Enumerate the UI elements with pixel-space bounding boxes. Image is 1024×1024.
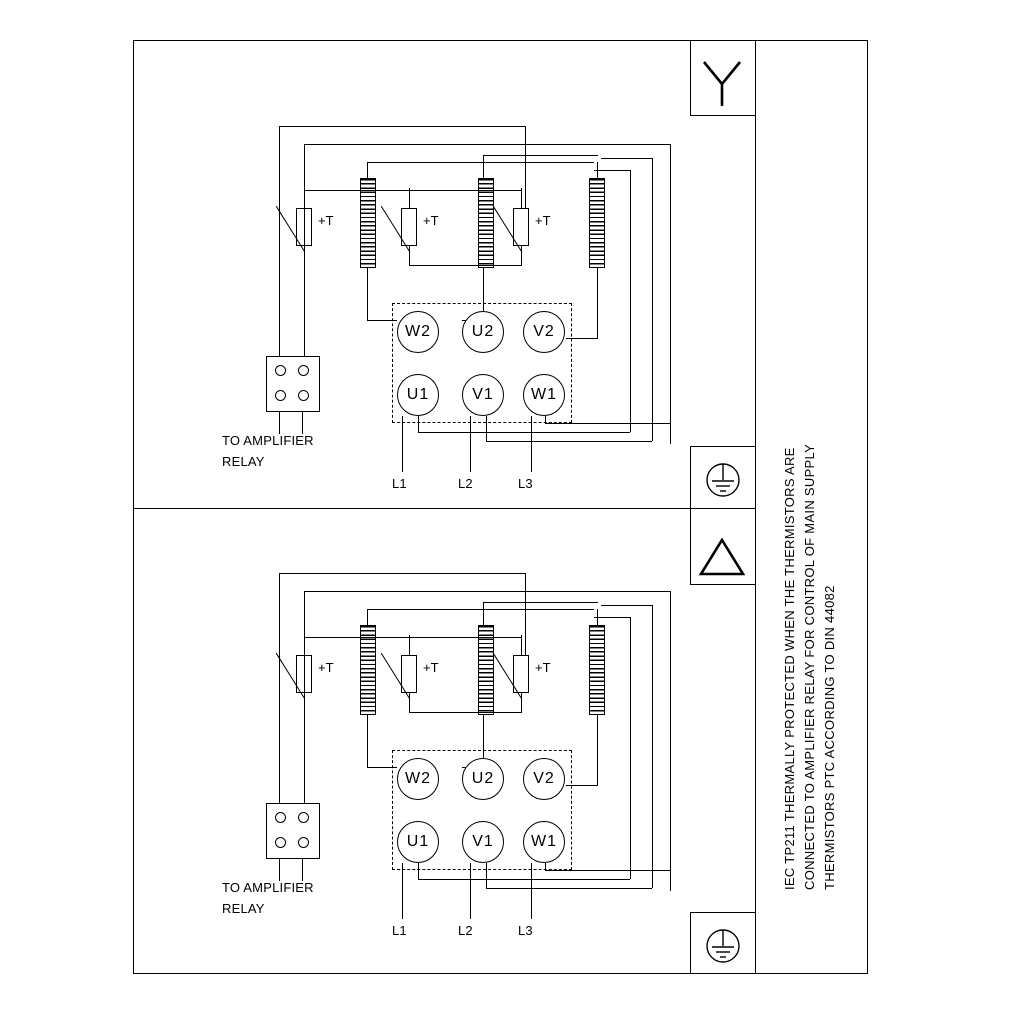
wire-delta-v-left-1	[279, 573, 280, 803]
thermistor-2-label-delta: +T	[423, 660, 439, 675]
wire-delta-block-tail-2	[302, 859, 303, 881]
wire-delta-therm2-bot	[409, 693, 410, 713]
terminal-W2-delta: W2	[397, 758, 439, 800]
earth-cell-separator-top	[690, 446, 755, 447]
supply-label-L2-star: L2	[458, 476, 473, 491]
earth-cell-separator-bottom	[690, 912, 755, 913]
wire-delta-therm3-bot	[521, 693, 522, 713]
symbol-cell-vertical-top	[690, 40, 691, 115]
terminal-dot-1-star	[275, 365, 286, 376]
terminal-dot-4-delta	[298, 837, 309, 848]
note-line-1: IEC TP211 THERMALLY PROTECTED WHEN THE THERMISTORS ARE	[782, 447, 797, 890]
frame-divider-vertical	[755, 40, 756, 974]
wire-delta-coil3-join	[566, 785, 598, 786]
winding-coil-1-star	[360, 178, 376, 268]
wire-delta-L3	[531, 863, 532, 919]
wire-star-coil3-join	[566, 338, 598, 339]
thermistor-3-label-star: +T	[535, 213, 551, 228]
wire-delta-coil-mid-tap	[486, 863, 487, 888]
wire-delta-return-top-a	[594, 617, 630, 618]
wire-star-therm1-bot	[304, 246, 305, 356]
wire-star-top-bus-1	[279, 126, 525, 127]
earth-ground-icon-star	[700, 460, 746, 500]
wire-star-block-tail-2	[302, 412, 303, 434]
amplifier-terminal-block-star	[266, 356, 320, 412]
terminal-U2-delta: U2	[462, 758, 504, 800]
wire-delta-coil-right-tap	[545, 863, 546, 870]
wire-delta-therm-chain-c	[409, 712, 521, 713]
wire-star-therm-chain-b	[409, 190, 521, 191]
wire-star-coil-mid-tap	[486, 416, 487, 441]
wire-star-v-coil2-top	[483, 155, 484, 178]
delta-connection-icon	[698, 536, 748, 578]
wire-star-v-right-1	[670, 144, 671, 444]
wire-star-v-left-1	[279, 126, 280, 356]
wire-star-L3	[531, 416, 532, 472]
wire-star-v-coil1-top	[367, 162, 368, 178]
wire-delta-top-bus-2	[304, 591, 670, 592]
wire-delta-return-a	[418, 879, 630, 880]
wire-delta-therm-chain-b	[409, 637, 521, 638]
terminal-W2-star: W2	[397, 311, 439, 353]
terminal-dot-2-delta	[298, 812, 309, 823]
thermistor-3-label-delta: +T	[535, 660, 551, 675]
thermistor-1-label-delta: +T	[318, 660, 334, 675]
winding-coil-2-star	[478, 178, 494, 268]
note-line-3: THERMISTORS PTC ACCORDING TO DIN 44082	[822, 585, 837, 890]
wire-star-v-right-2	[525, 126, 526, 208]
wire-star-L1	[402, 416, 403, 472]
terminal-dot-3-delta	[275, 837, 286, 848]
wire-delta-top-bus-3	[367, 609, 594, 610]
thermistor-2-star	[401, 208, 417, 246]
wire-delta-top-bus-4	[483, 602, 598, 603]
terminal-W1-delta: W1	[523, 821, 565, 863]
wire-star-coil-right-tap	[545, 416, 546, 423]
wire-star-coil1-bot	[367, 268, 368, 320]
thermistor-2-label-star: +T	[423, 213, 439, 228]
wire-star-return-a	[418, 432, 630, 433]
wire-delta-return-b	[486, 888, 652, 889]
terminal-U1-delta: U1	[397, 821, 439, 863]
supply-label-L1-star: L1	[392, 476, 407, 491]
thermistor-2-delta	[401, 655, 417, 693]
earth-ground-icon-delta	[700, 926, 746, 966]
wire-delta-L2	[470, 863, 471, 919]
terminal-dot-2-star	[298, 365, 309, 376]
note-line-2: CONNECTED TO AMPLIFIER RELAY FOR CONTROL OF MAIN SUPPLY	[802, 443, 817, 890]
supply-label-L2-delta: L2	[458, 923, 473, 938]
frame-divider-horizontal	[133, 508, 755, 509]
wire-delta-v-coil1-top	[367, 609, 368, 625]
thermistor-3-delta	[513, 655, 529, 693]
wire-star-coil3-bot	[597, 268, 598, 338]
wire-star-coil-left-tap	[418, 416, 419, 432]
supply-label-L3-star: L3	[518, 476, 533, 491]
wire-delta-v-right-2	[525, 573, 526, 655]
terminal-dot-4-star	[298, 390, 309, 401]
wire-delta-coil1-bot	[367, 715, 368, 767]
terminal-dot-1-delta	[275, 812, 286, 823]
amplifier-label-line1-star: TO AMPLIFIER	[222, 433, 314, 448]
thermistor-3-star	[513, 208, 529, 246]
thermistor-1-label-star: +T	[318, 213, 334, 228]
wire-delta-therm3-top	[521, 635, 522, 655]
star-connection-icon	[700, 58, 748, 110]
supply-label-L1-delta: L1	[392, 923, 407, 938]
wire-delta-coil-left-tap	[418, 863, 419, 879]
wire-star-top-bus-4	[483, 155, 598, 156]
terminal-U2-star: U2	[462, 311, 504, 353]
wire-delta-v-right-1	[670, 591, 671, 891]
wire-delta-return-v-b	[652, 605, 653, 888]
wire-delta-block-tail-1	[279, 859, 280, 881]
terminal-V1-star: V1	[462, 374, 504, 416]
wire-star-therm-chain-a	[304, 190, 409, 191]
terminal-dot-3-star	[275, 390, 286, 401]
wire-star-therm3-top	[521, 188, 522, 208]
wire-delta-therm1-bot	[304, 693, 305, 803]
wire-star-top-bus-3	[367, 162, 594, 163]
wire-star-therm3-bot	[521, 246, 522, 266]
wire-delta-return-top-b	[601, 605, 652, 606]
wire-star-return-top-b	[601, 158, 652, 159]
winding-coil-2-delta	[478, 625, 494, 715]
terminal-U1-star: U1	[397, 374, 439, 416]
symbol-cell-vertical-mid	[690, 508, 691, 584]
wire-star-coil1-join	[367, 320, 397, 321]
wire-delta-return-v-a	[630, 617, 631, 879]
earth-cell-vertical-bottom	[690, 912, 691, 974]
wire-star-therm2-bot	[409, 246, 410, 266]
amplifier-terminal-block-delta	[266, 803, 320, 859]
amplifier-label-line1-delta: TO AMPLIFIER	[222, 880, 314, 895]
terminal-W1-star: W1	[523, 374, 565, 416]
wire-delta-coil3-bot	[597, 715, 598, 785]
wire-delta-v-coil2-top	[483, 602, 484, 625]
winding-coil-3-star	[589, 178, 605, 268]
wire-delta-therm-chain-a	[304, 637, 409, 638]
terminal-V1-delta: V1	[462, 821, 504, 863]
symbol-cell-separator-mid	[690, 584, 755, 585]
terminal-V2-star: V2	[523, 311, 565, 353]
wire-star-return-b	[486, 441, 652, 442]
wire-star-return-top-a	[594, 170, 630, 171]
wire-star-therm-chain-c	[409, 265, 521, 266]
winding-coil-1-delta	[360, 625, 376, 715]
symbol-cell-separator-top	[690, 115, 755, 116]
wire-star-L2	[470, 416, 471, 472]
wire-star-return-v-b	[652, 158, 653, 441]
supply-label-L3-delta: L3	[518, 923, 533, 938]
wire-star-top-bus-2	[304, 144, 670, 145]
wire-delta-L1	[402, 863, 403, 919]
amplifier-label-line2-star: RELAY	[222, 454, 265, 469]
amplifier-label-line2-delta: RELAY	[222, 901, 265, 916]
terminal-V2-delta: V2	[523, 758, 565, 800]
wire-delta-top-bus-1	[279, 573, 525, 574]
wire-star-block-tail-1	[279, 412, 280, 434]
winding-coil-3-delta	[589, 625, 605, 715]
wire-star-return-v-a	[630, 170, 631, 432]
earth-cell-vertical-top	[690, 446, 691, 508]
wire-delta-coil1-join	[367, 767, 397, 768]
